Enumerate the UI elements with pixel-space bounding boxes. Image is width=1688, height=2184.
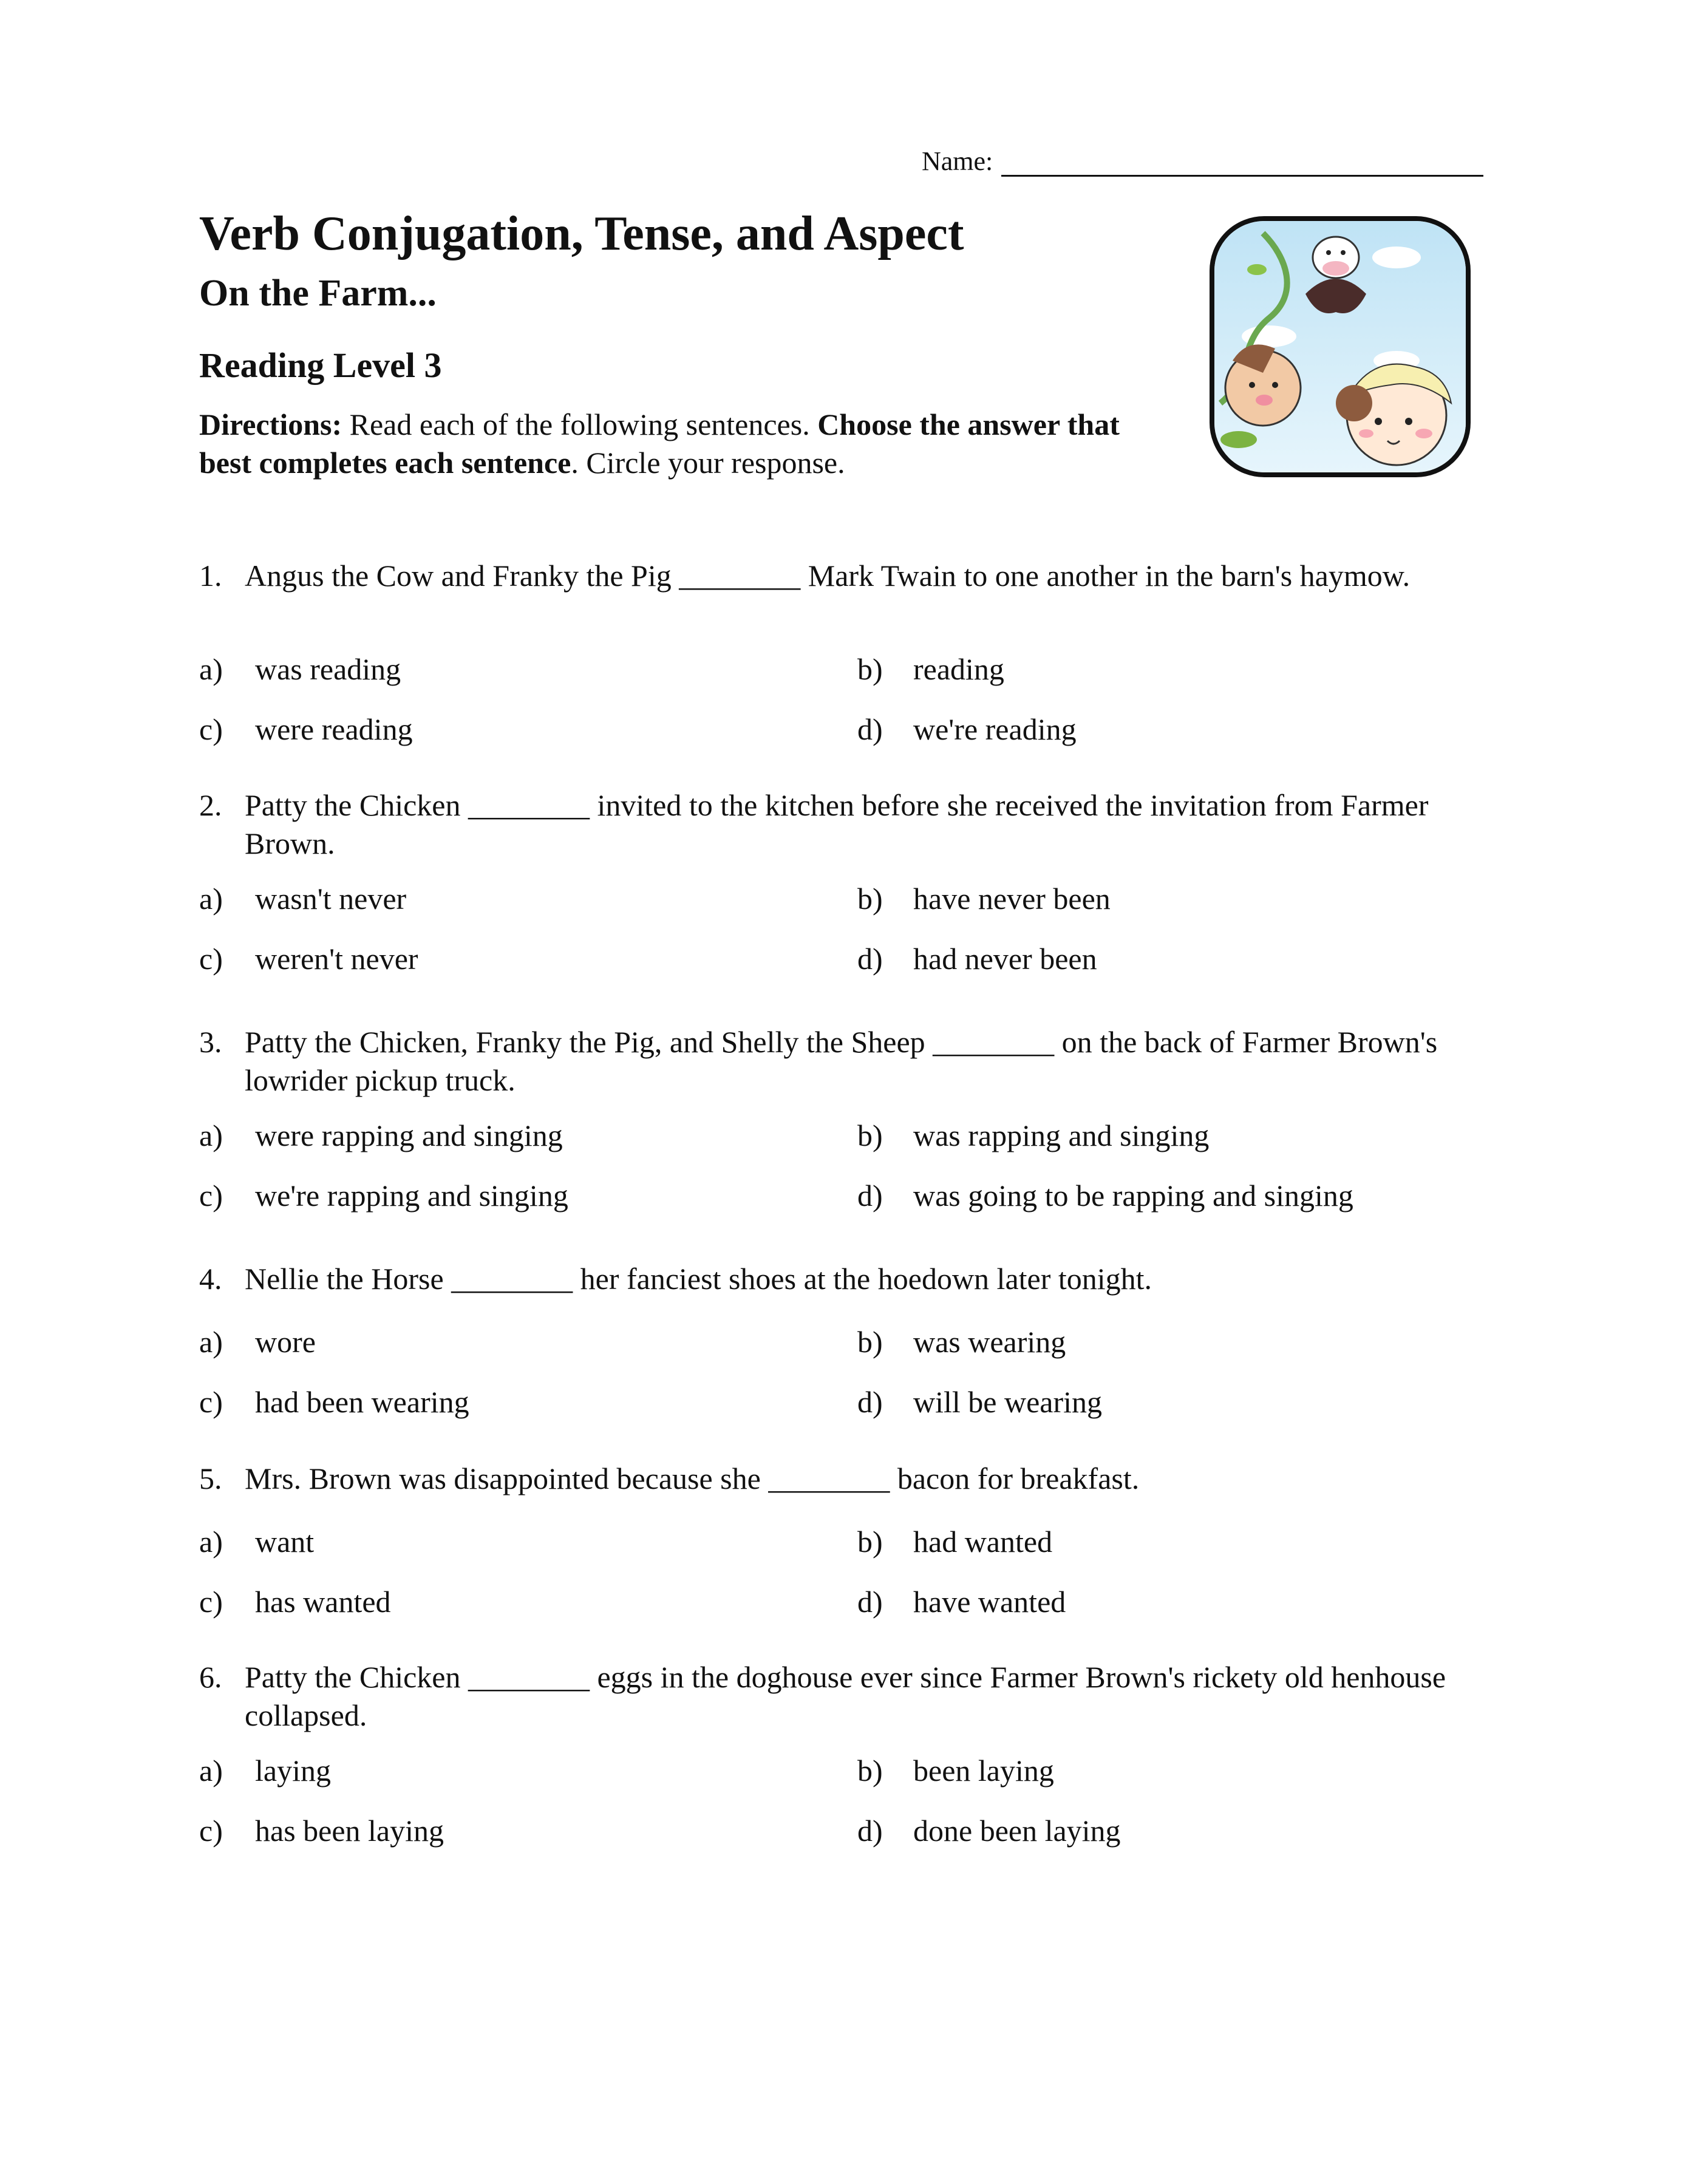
answer-option-2-c[interactable]: [199, 941, 418, 977]
farm-animals-icon: [1214, 221, 1466, 472]
answer-option-1-c[interactable]: [199, 711, 413, 747]
question-text: Patty the Chicken, Franky the Pig, and Shelly the Sheep ________ on the back of Farmer Brown's lowrider pickup truck.: [245, 1025, 1438, 1097]
option-letter: b): [857, 1118, 883, 1152]
option-text: been laying: [913, 1754, 1054, 1788]
question-text: Angus the Cow and Franky the Pig ________ Mark Twain to one another in the barn's haymow.: [245, 559, 1411, 593]
question-6: [199, 1658, 1492, 1735]
question-text: Patty the Chicken ________ eggs in the doghouse ever since Farmer Brown's rickety old henhouse collapsed.: [245, 1660, 1446, 1732]
option-letter: b): [857, 1325, 883, 1359]
question-number: 1.: [199, 559, 222, 593]
answer-option-5-c[interactable]: [199, 1584, 391, 1620]
farm-animals-illustration: [1210, 216, 1471, 477]
option-text: have wanted: [913, 1585, 1066, 1619]
option-text: was wearing: [913, 1325, 1066, 1359]
option-letter: d): [857, 1814, 883, 1848]
option-letter: d): [857, 942, 883, 976]
worksheet-title: Verb Conjugation, Tense, and Aspect: [199, 207, 964, 260]
question-text: Patty the Chicken ________ invited to the kitchen before she received the invitation from Farmer Brown.: [245, 788, 1429, 860]
answer-option-1-b[interactable]: [857, 651, 1004, 687]
option-text: want: [255, 1525, 315, 1559]
option-letter: c): [199, 942, 223, 976]
option-text: was going to be rapping and singing: [913, 1179, 1353, 1213]
answer-option-1-d[interactable]: [857, 711, 1077, 747]
option-text: was reading: [255, 652, 401, 686]
directions-text-1: Read each of the following sentences.: [342, 407, 818, 441]
option-text: done been laying: [913, 1814, 1121, 1848]
directions-bold-text: Choose the answer that best completes each sentence: [199, 407, 1120, 480]
answer-option-4-a[interactable]: [199, 1324, 316, 1360]
option-letter: a): [199, 1754, 223, 1788]
question-5: [199, 1460, 1492, 1498]
option-letter: c): [199, 1179, 223, 1213]
question-number: 2.: [199, 788, 222, 822]
answer-option-2-b[interactable]: [857, 880, 1111, 917]
answer-option-5-b[interactable]: [857, 1523, 1052, 1560]
answer-option-5-a[interactable]: [199, 1523, 314, 1560]
answer-option-6-d[interactable]: [857, 1812, 1121, 1849]
option-letter: a): [199, 1525, 223, 1559]
option-letter: b): [857, 652, 883, 686]
option-letter: c): [199, 1585, 223, 1619]
option-letter: b): [857, 1525, 883, 1559]
name-field[interactable]: [922, 146, 1483, 177]
option-letter: d): [857, 1585, 883, 1619]
option-letter: c): [199, 1385, 223, 1419]
option-letter: a): [199, 882, 223, 916]
question-2: [199, 786, 1492, 863]
option-text: has wanted: [255, 1585, 391, 1619]
option-letter: c): [199, 1814, 223, 1848]
option-text: wore: [255, 1325, 316, 1359]
directions: [199, 406, 1171, 482]
question-number: 3.: [199, 1025, 222, 1059]
answer-option-4-c[interactable]: [199, 1384, 469, 1420]
answer-option-6-c[interactable]: [199, 1812, 444, 1849]
option-text: was rapping and singing: [913, 1118, 1210, 1152]
question-3: [199, 1023, 1492, 1100]
option-letter: d): [857, 712, 883, 746]
option-letter: a): [199, 652, 223, 686]
option-text: weren't never: [255, 942, 418, 976]
answer-option-1-a[interactable]: [199, 651, 401, 687]
question-4: [199, 1260, 1492, 1298]
answer-option-2-d[interactable]: [857, 941, 1097, 977]
answer-option-5-d[interactable]: [857, 1584, 1066, 1620]
answer-option-3-d[interactable]: [857, 1177, 1353, 1214]
question-number: 5.: [199, 1461, 222, 1495]
reading-level: Reading Level 3: [199, 345, 442, 385]
option-text: laying: [255, 1754, 331, 1788]
option-text: have never been: [913, 882, 1111, 916]
option-text: had been wearing: [255, 1385, 469, 1419]
question-number: 4.: [199, 1262, 222, 1296]
answer-option-2-a[interactable]: [199, 880, 406, 917]
directions-text-2: . Circle your response.: [571, 446, 845, 480]
name-blank-line[interactable]: [1001, 148, 1483, 177]
option-letter: a): [199, 1118, 223, 1152]
directions-label: Directions:: [199, 407, 342, 441]
option-letter: d): [857, 1179, 883, 1213]
answer-option-3-c[interactable]: [199, 1177, 568, 1214]
option-letter: d): [857, 1385, 883, 1419]
option-text: were rapping and singing: [255, 1118, 563, 1152]
question-number: 6.: [199, 1660, 222, 1694]
option-letter: c): [199, 712, 223, 746]
option-text: will be wearing: [913, 1385, 1103, 1419]
question-1: [199, 557, 1492, 595]
question-text: Mrs. Brown was disappointed because she ________ bacon for breakfast.: [245, 1461, 1140, 1495]
answer-option-3-a[interactable]: [199, 1117, 563, 1154]
option-text: had never been: [913, 942, 1097, 976]
name-label: Name:: [922, 146, 993, 176]
option-letter: b): [857, 1754, 883, 1788]
answer-option-6-b[interactable]: [857, 1752, 1054, 1789]
option-text: wasn't never: [255, 882, 407, 916]
answer-option-4-b[interactable]: [857, 1324, 1066, 1360]
worksheet-subtitle: On the Farm...: [199, 273, 437, 314]
answer-option-3-b[interactable]: [857, 1117, 1209, 1154]
option-letter: a): [199, 1325, 223, 1359]
option-text: reading: [913, 652, 1004, 686]
question-text: Nellie the Horse ________ her fanciest shoes at the hoedown later tonight.: [245, 1262, 1152, 1296]
option-letter: b): [857, 882, 883, 916]
option-text: we're reading: [913, 712, 1077, 746]
answer-option-4-d[interactable]: [857, 1384, 1102, 1420]
answer-option-6-a[interactable]: [199, 1752, 331, 1789]
option-text: were reading: [255, 712, 413, 746]
option-text: has been laying: [255, 1814, 444, 1848]
option-text: we're rapping and singing: [255, 1179, 568, 1213]
option-text: had wanted: [913, 1525, 1053, 1559]
